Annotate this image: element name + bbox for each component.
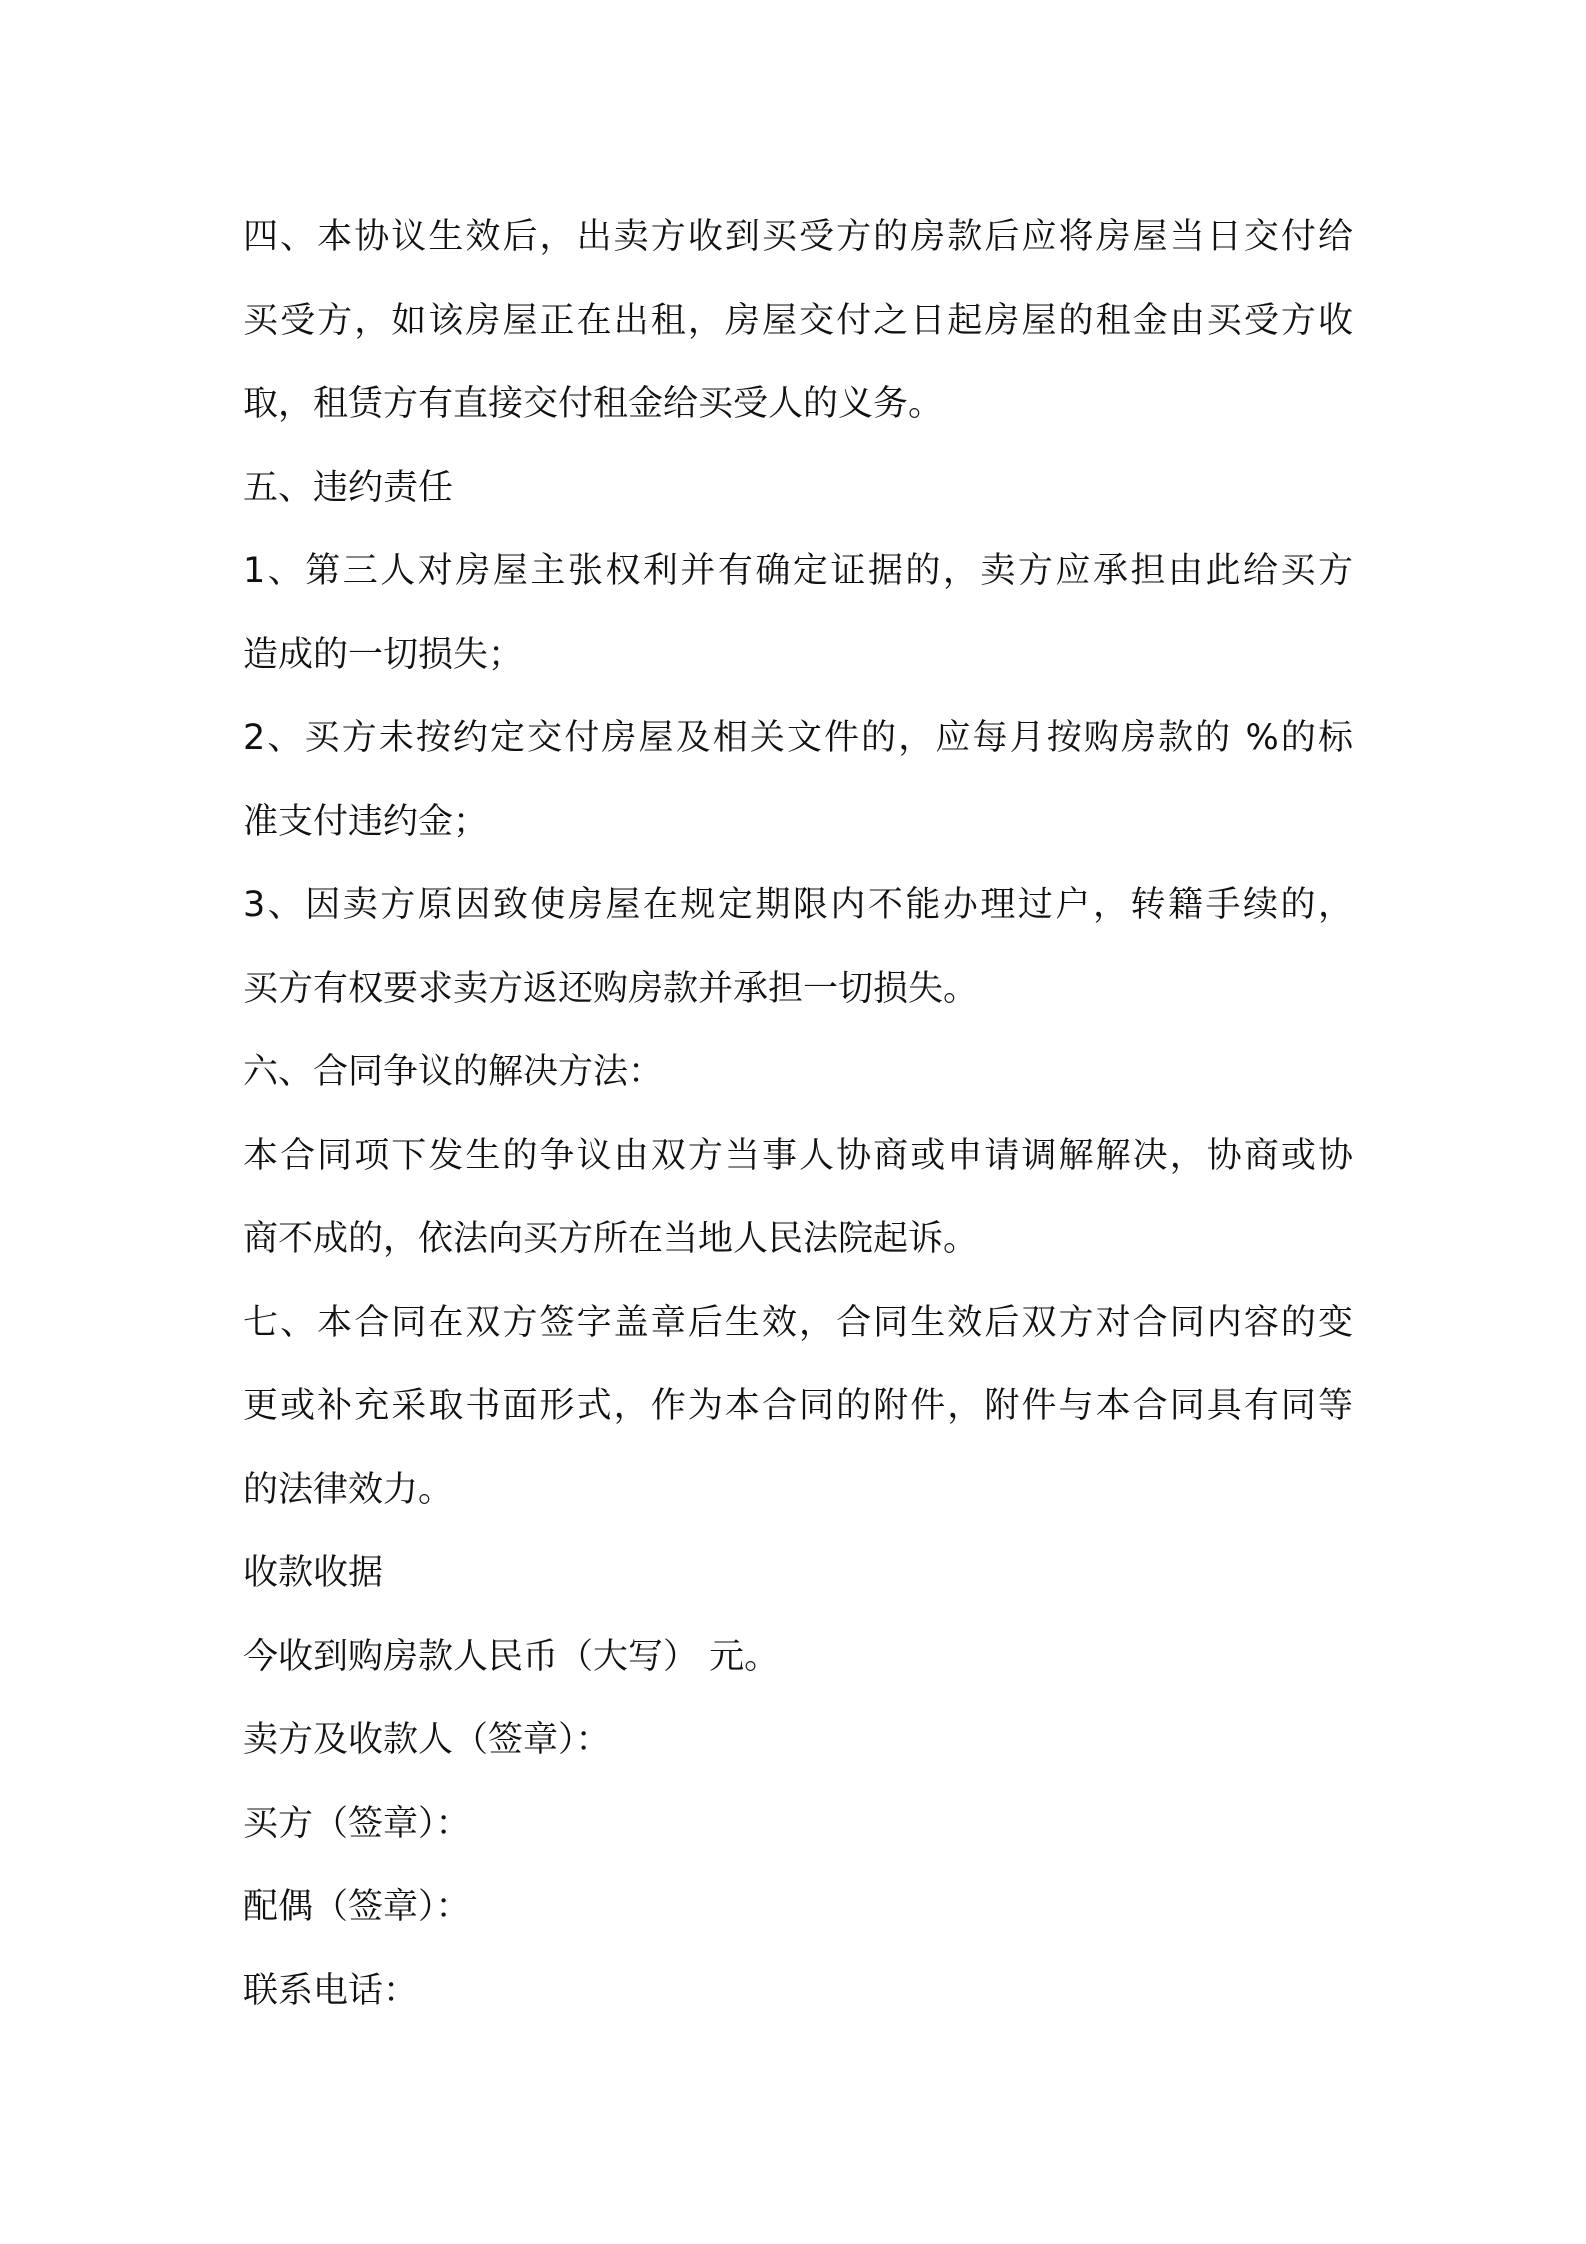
document-line: 配偶（签章）： (243, 1887, 471, 1927)
document-line: 五、违约责任 (243, 467, 454, 508)
document-line: 3、因卖方原因致使房屋在规定期限内不能办理过户，转籍手续的， (243, 885, 1353, 925)
document-line: 四、本协议生效后，出卖方收到买受方的房款后应将房屋当日交付给 (243, 217, 1353, 257)
document-line: 买方有权要求卖方返还购房款并承担一切损失。 (243, 968, 979, 1009)
document-line: 收款收据 (243, 1553, 384, 1593)
document-line: 准支付违约金； (243, 801, 489, 842)
document-line: 商不成的，依法向买方所在当地人民法院起诉。 (243, 1219, 979, 1259)
document-line: 2、买方未按约定交付房屋及相关文件的，应每月按购房款的 %的标 (243, 718, 1353, 758)
document-body (243, 196, 1353, 2033)
document-line: 造成的一切损失； (243, 634, 524, 675)
document-line: 的法律效力。 (243, 1469, 454, 1510)
document-line: 更或补充采取书面形式，作为本合同的附件，附件与本合同具有同等 (243, 1386, 1353, 1426)
document-line: 买受方，如该房屋正在出租，房屋交付之日起房屋的租金由买受方收 (243, 300, 1353, 341)
document-line: 联系电话： (243, 1970, 419, 2011)
document-line: 买方（签章）： (243, 1803, 471, 1844)
document-line: 本合同项下发生的争议由双方当事人协商或申请调解解决，协商或协 (243, 1135, 1353, 1176)
document-line: 卖方及收款人（签章）： (243, 1720, 611, 1760)
document-line: 七、本合同在双方签字盖章后生效，合同生效后双方对合同内容的变 (243, 1302, 1353, 1343)
document-line: 六、合同争议的解决方法： (243, 1052, 664, 1092)
document-line: 取，租赁方有直接交付租金给买受人的义务。 (243, 384, 944, 424)
document-line: 1、第三人对房屋主张权利并有确定证据的，卖方应承担由此给买方 (243, 551, 1353, 591)
document-line: 今收到购房款人民币（大写） 元。 (243, 1636, 780, 1677)
